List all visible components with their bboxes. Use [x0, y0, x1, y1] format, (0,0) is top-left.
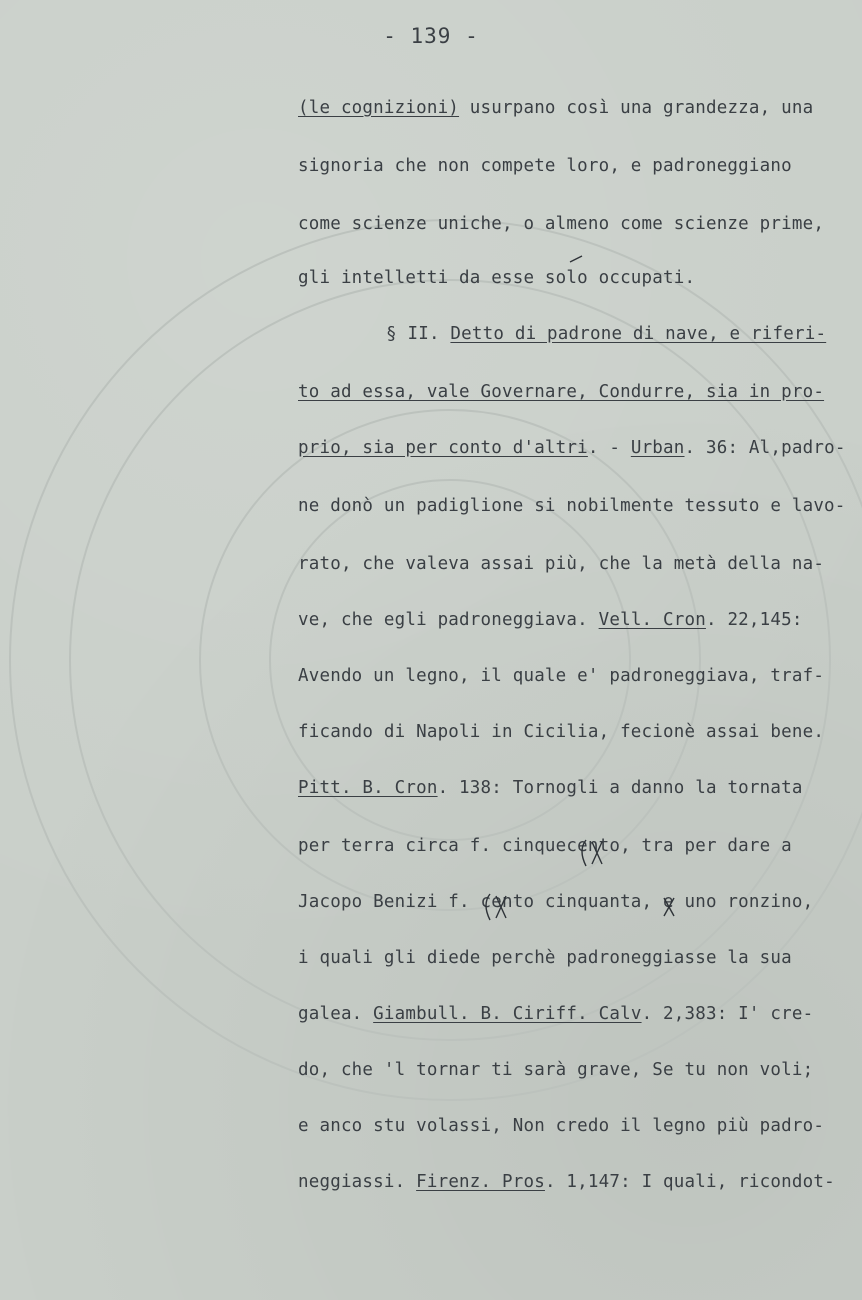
section-marker: § II.: [386, 324, 451, 344]
correction-paren-mark: [582, 840, 586, 866]
page-number: - 139 -: [383, 24, 479, 48]
correction-paren-mark: [486, 894, 490, 920]
underlined-definition: Detto di padrone di nave, e riferi-: [450, 324, 827, 344]
text-line-16: i quali gli diede perchè padroneggiasse la sua: [298, 948, 792, 968]
line-text: . -: [587, 438, 631, 458]
text-line-4: gli intelletti da esse solo occupati.: [298, 268, 696, 288]
citation-source: Urban: [630, 438, 685, 458]
line-text: . 2,383: I' cre-: [641, 1004, 814, 1024]
citation-source: Pitt. B. Cron: [298, 778, 438, 798]
citation-source: Giambull. B. Ciriff. Calv: [373, 1004, 642, 1024]
line-text: . 138: Tornogli a danno la tornata: [437, 778, 803, 798]
line-text: . 22,145:: [705, 610, 803, 630]
text-line-18: do, che 'l tornar ti sarà grave, Se tu non voli;: [298, 1060, 814, 1080]
text-line-6: to ad essa, vale Governare, Condurre, sia in pro-: [298, 382, 825, 402]
text-line-9: rato, che valeva assai più, che la metà della na-: [298, 554, 825, 574]
text-line-11: Avendo un legno, il quale e' padroneggiava, traf-: [298, 666, 825, 686]
line-text: ve, che egli padroneggiava.: [298, 610, 599, 630]
correction-accent-mark: [570, 256, 582, 262]
line-text: . 36: Al,padro-: [684, 438, 846, 458]
citation-source: Firenz. Pros: [416, 1172, 545, 1192]
citation-source: Vell. Cron: [598, 610, 706, 630]
text-line-12: ficando di Napoli in Cicilia, fecionè assai bene.: [298, 722, 825, 742]
underlined-definition-end: prio, sia per conto d'altri: [298, 438, 588, 458]
text-line-2: signoria che non compete loro, e padroneggiano: [298, 156, 792, 176]
text-line-3: come scienze uniche, o almeno come scienze prime,: [298, 214, 825, 234]
text-line-19: e anco stu volassi, Non credo il legno più padro-: [298, 1116, 825, 1136]
underlined-term: (le cognizioni): [298, 98, 460, 118]
correction-x-mark: [592, 842, 602, 864]
correction-x-mark: [496, 896, 506, 918]
text-line-8: ne donò un padiglione si nobilmente tessuto e lavo-: [298, 496, 846, 516]
line-text: neggiassi.: [298, 1172, 417, 1192]
correction-x-mark: [664, 898, 674, 916]
line-text: . 1,147: I quali, ricondot-: [544, 1172, 835, 1192]
text-line-14: per terra circa f. cinquecento, tra per dare a: [298, 836, 792, 856]
line-text: usurpano così una grandezza, una: [459, 98, 814, 118]
line-text: galea.: [298, 1004, 374, 1024]
text-line-15: Jacopo Benizi f. cento cinquanta, e uno ronzino,: [298, 892, 814, 912]
